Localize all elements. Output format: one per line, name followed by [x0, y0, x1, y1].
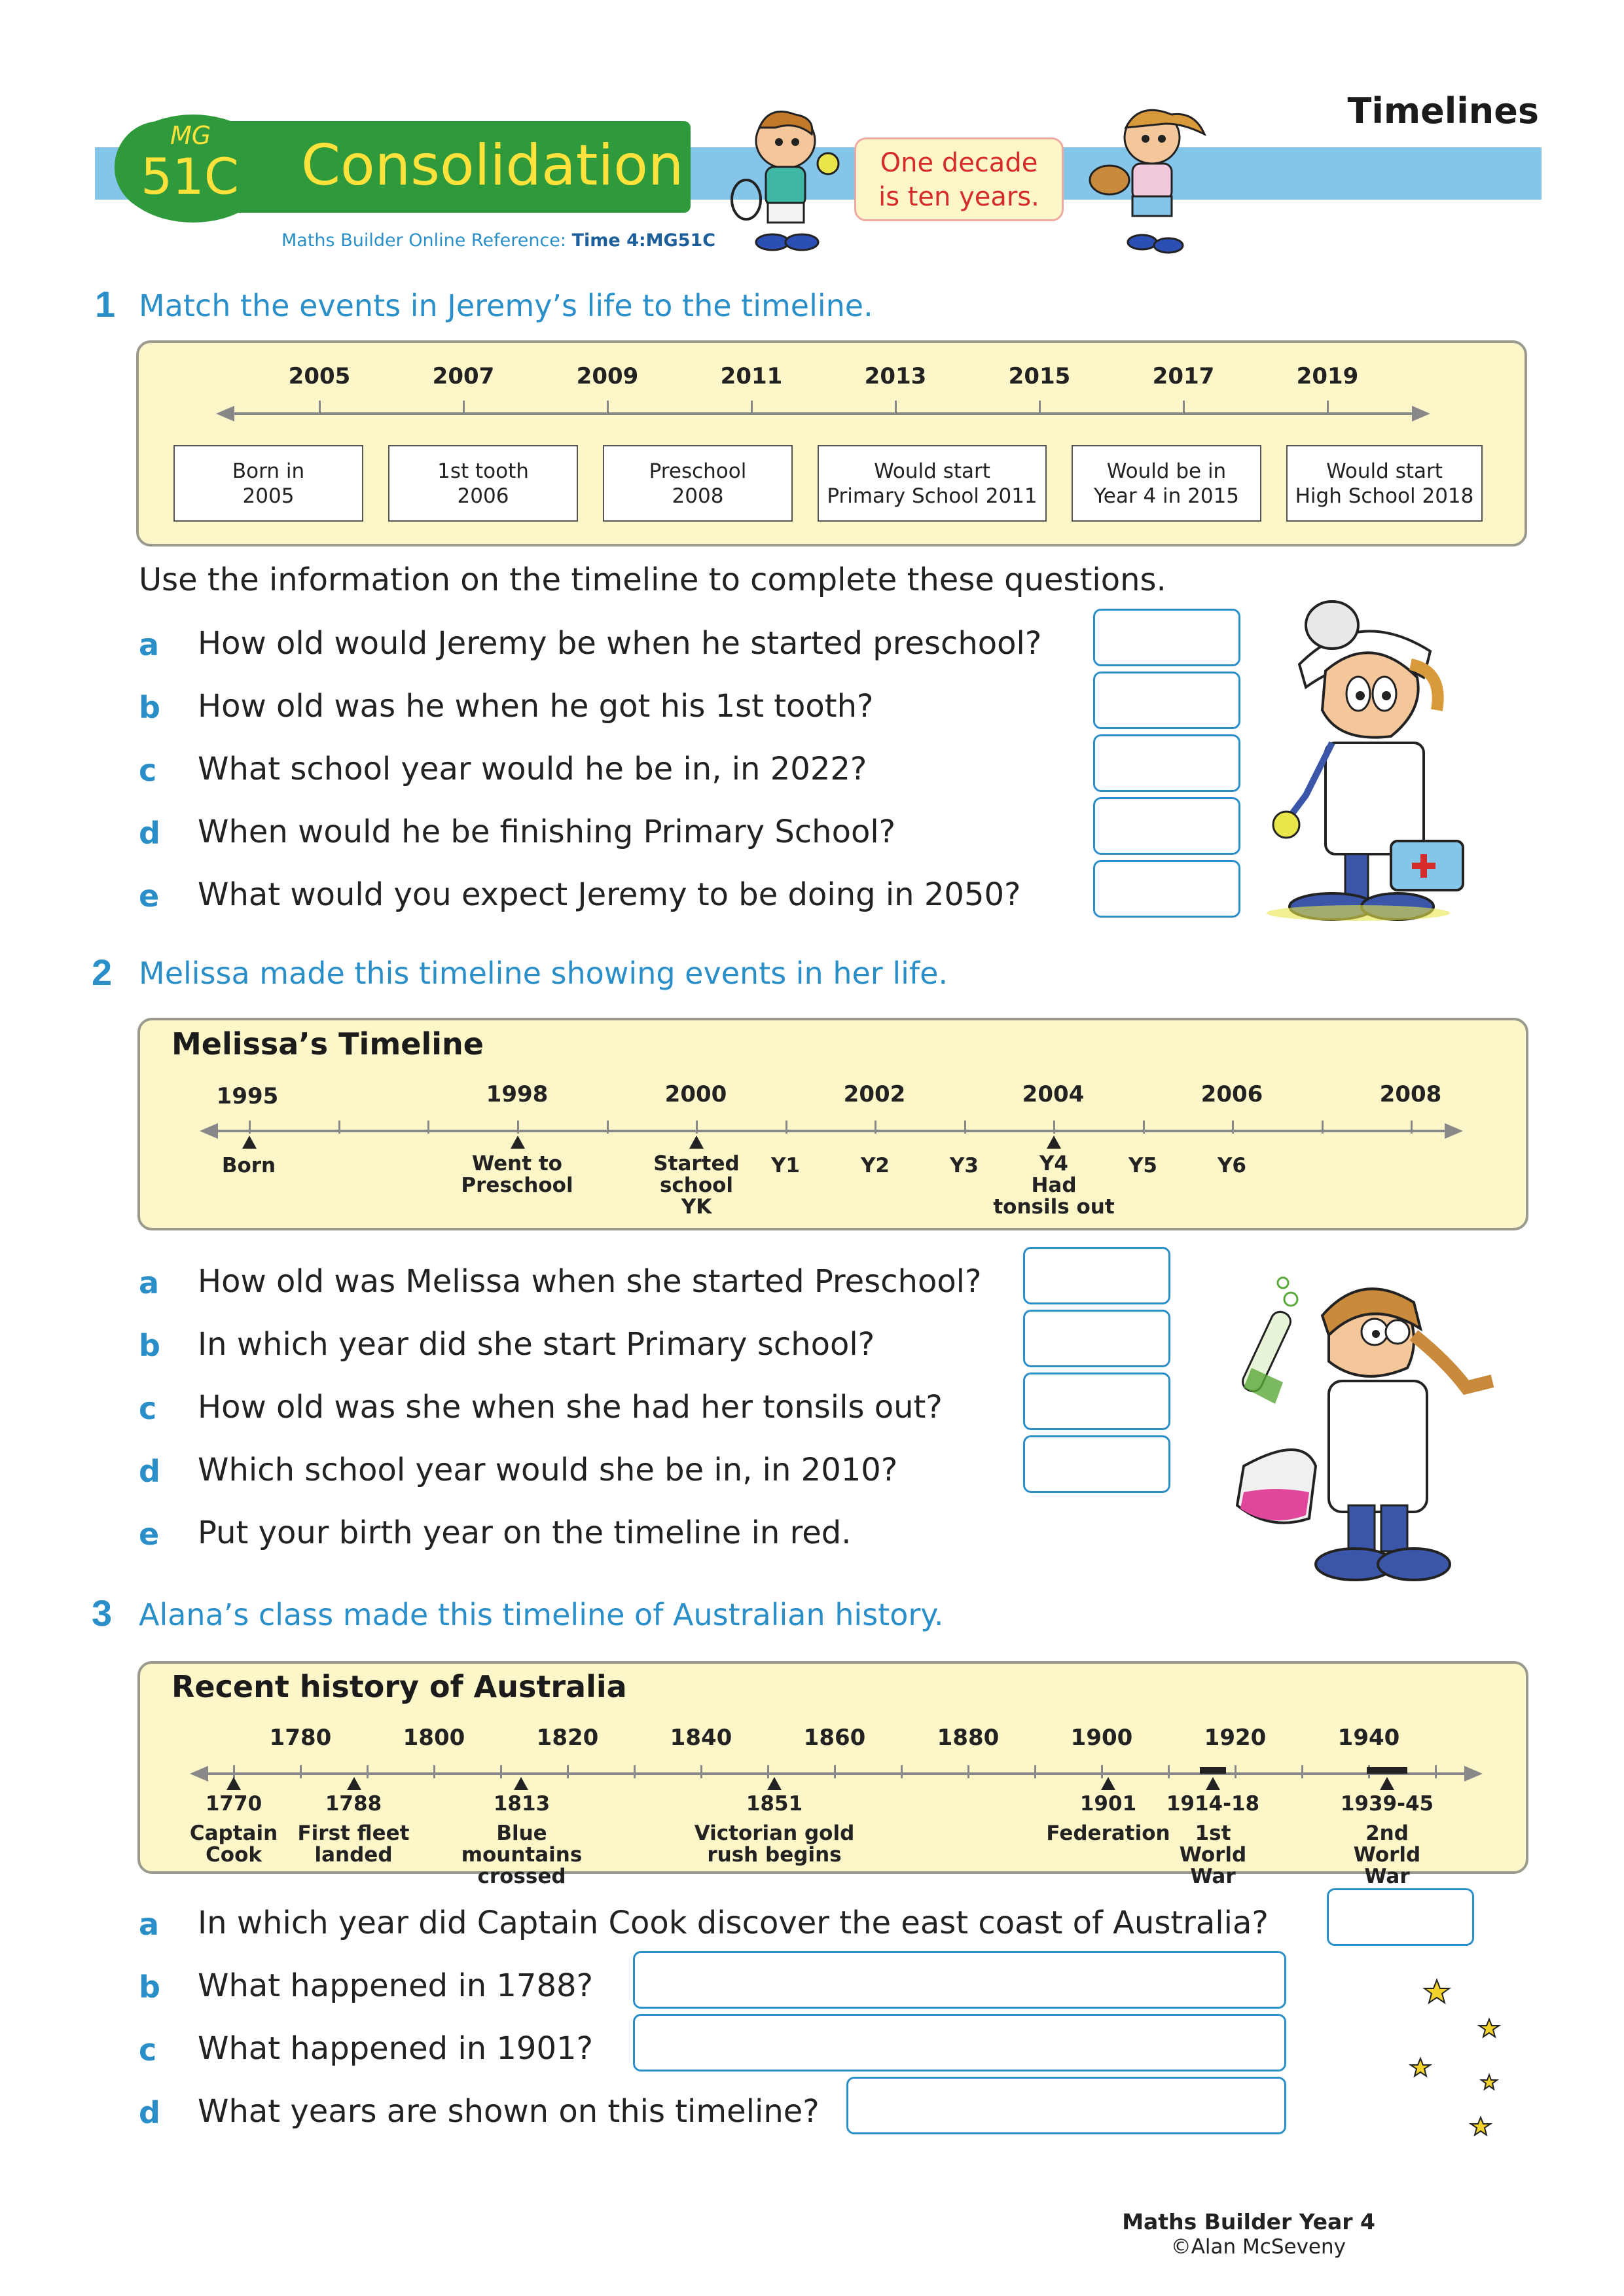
page-topic: Timelines [1347, 90, 1539, 132]
timeline-event [1117, 1155, 1169, 1177]
melissa-timeline-title: Melissa’s Timeline [171, 1026, 484, 1062]
event-card[interactable] [1286, 445, 1483, 522]
event-line: rush begins [707, 1843, 842, 1867]
question-number-2: 2 [92, 952, 113, 993]
part-letter: d [139, 2095, 160, 2130]
decade-speech-bubble [854, 137, 1064, 221]
timeline-tick [1143, 1121, 1145, 1134]
question-text: When would he be finishing Primary School? [198, 814, 896, 850]
answer-box[interactable] [1093, 734, 1240, 792]
answer-box[interactable] [846, 2077, 1286, 2134]
footer-copyright: ©Alan McSeveny [1170, 2235, 1346, 2259]
timeline-year: 1780 [269, 1725, 332, 1751]
timeline-event [644, 1153, 749, 1218]
timeline-tick [338, 1121, 340, 1134]
reference-label: Maths Builder Online Reference: [281, 230, 572, 251]
arrow-left-icon [200, 1122, 219, 1140]
timeline-tick [367, 1765, 369, 1778]
question-text: How old was he when he got his 1st tooth? [198, 688, 874, 725]
timeline-tick [607, 1121, 609, 1134]
answer-box[interactable] [1093, 797, 1240, 855]
event-marker [242, 1136, 257, 1149]
ww1-period-bar [1200, 1767, 1226, 1774]
event-year: 1901 [1079, 1792, 1137, 1816]
timeline-tick [1101, 1765, 1103, 1778]
arrow-right-icon [1443, 1122, 1463, 1140]
part-letter: b [139, 690, 160, 725]
event-line: landed [314, 1843, 393, 1867]
timeline-tick [1034, 1765, 1036, 1778]
timeline-tick [1322, 1121, 1324, 1134]
event-line: Y3 [949, 1154, 979, 1177]
timeline-tick [700, 1765, 702, 1778]
timeline-year: 1940 [1337, 1725, 1400, 1751]
timeline-year: 2017 [1152, 363, 1215, 389]
timeline-year: 1900 [1070, 1725, 1133, 1751]
lesson-code: 51C [141, 147, 239, 206]
history-event [1328, 1793, 1446, 1888]
event-line: World War [1353, 1843, 1421, 1888]
arrow-left-icon [190, 1765, 209, 1783]
event-card-line2: Year 4 in 2015 [1093, 484, 1240, 508]
timeline-tick [964, 1121, 966, 1134]
timeline-tick [249, 1121, 251, 1134]
reference-code: Time 4:MG51C [571, 230, 716, 251]
timeline-event [452, 1153, 583, 1196]
event-card-line1: Would start [874, 459, 990, 483]
event-card-line2: 2008 [672, 484, 724, 508]
timeline-year: 2002 [843, 1081, 906, 1107]
event-line: Cook [206, 1843, 262, 1867]
event-marker [514, 1777, 528, 1790]
part-letter: e [139, 878, 160, 914]
bubble-line-2: is ten years. [878, 182, 1039, 212]
tennis-boy-illustration [730, 101, 841, 252]
timeline-tick [1411, 1121, 1413, 1134]
timeline-tick [1327, 401, 1329, 414]
timeline-tick [233, 1765, 235, 1778]
event-line: YK [681, 1195, 712, 1219]
arrow-right-icon [1463, 1765, 1483, 1783]
event-marker [1047, 1136, 1061, 1149]
timeline-event [849, 1155, 901, 1177]
event-card-line2: Primary School 2011 [827, 484, 1038, 508]
timeline-tick [607, 401, 609, 414]
timeline-tick [1053, 1121, 1055, 1134]
part-letter: c [139, 1391, 157, 1426]
event-line: Y5 [1128, 1154, 1158, 1177]
scientist-girl-illustration [1198, 1270, 1512, 1597]
timeline-year: 2004 [1022, 1081, 1085, 1107]
event-card-line1: Would be in [1106, 459, 1227, 483]
part-letter: c [139, 2032, 157, 2068]
timeline-tick [634, 1765, 636, 1778]
event-card-line2: 2005 [242, 484, 295, 508]
timeline-tick [751, 401, 753, 414]
answer-box[interactable] [1093, 672, 1240, 729]
event-card-line1: Would start [1326, 459, 1443, 483]
question-text: In which year did Captain Cook discover the east coast of Australia? [198, 1905, 1269, 1941]
event-marker [511, 1136, 525, 1149]
timeline-year: 2011 [720, 363, 783, 389]
event-card[interactable] [388, 445, 578, 522]
question-number-3: 3 [92, 1592, 113, 1634]
event-card[interactable] [818, 445, 1047, 522]
online-reference [281, 230, 715, 251]
question-1-heading: Match the events in Jeremy’s life to the timeline. [139, 288, 873, 323]
question-text: Put your birth year on the timeline in red. [198, 1515, 852, 1551]
question-text: How old would Jeremy be when he started preschool? [198, 625, 1042, 662]
australia-timeline-title: Recent history of Australia [171, 1669, 627, 1704]
event-line: Blue mountains [461, 1821, 583, 1867]
answer-box[interactable] [1093, 860, 1240, 918]
timeline-year: 2007 [432, 363, 495, 389]
timeline-year: 1998 [486, 1081, 549, 1107]
part-letter: a [139, 1907, 160, 1942]
event-line: Y6 [1217, 1154, 1247, 1177]
timeline-tick [767, 1765, 769, 1778]
question-3-heading: Alana’s class made this timeline of Australian history. [139, 1597, 944, 1632]
question-text: In which year did she start Primary school? [198, 1326, 875, 1363]
timeline-tick [517, 1121, 519, 1134]
timeline-tick [567, 1765, 569, 1778]
timeline-year: 2019 [1296, 363, 1359, 389]
event-line: Federation [1046, 1821, 1170, 1845]
question-text: What years are shown on this timeline? [198, 2093, 820, 2130]
timeline-tick [967, 1765, 969, 1778]
timeline-year: 2013 [864, 363, 927, 389]
history-event [433, 1793, 610, 1888]
timeline-tick [1435, 1765, 1437, 1778]
doctor-boy-illustration [1260, 579, 1502, 926]
timeline-event [1206, 1155, 1258, 1177]
event-year: 1813 [493, 1792, 550, 1816]
event-line: school [659, 1174, 734, 1197]
question-text: What school year would he be in, in 2022? [198, 751, 867, 787]
part-letter: d [139, 816, 160, 851]
arrow-right-icon [1411, 404, 1430, 423]
history-event [181, 1793, 286, 1866]
event-card-line1: Preschool [649, 459, 747, 483]
event-year: 1788 [325, 1792, 382, 1816]
event-year: 1851 [746, 1792, 803, 1816]
timeline-year: 1820 [536, 1725, 599, 1751]
event-marker [1380, 1777, 1394, 1790]
jeremy-timeline-axis [219, 412, 1424, 415]
event-card[interactable] [603, 445, 793, 522]
answer-box[interactable] [1327, 1888, 1474, 1946]
history-event [1154, 1793, 1272, 1888]
timeline-event [196, 1155, 301, 1177]
timeline-year: 2006 [1200, 1081, 1263, 1107]
timeline-tick [463, 401, 465, 414]
event-line: 1st [1195, 1821, 1231, 1845]
timeline-tick [1232, 1121, 1234, 1134]
timeline-tick [1301, 1765, 1303, 1778]
timeline-tick [319, 401, 321, 414]
part-letter: e [139, 1516, 160, 1552]
part-letter: a [139, 627, 160, 662]
timeline-year: 2005 [288, 363, 351, 389]
question-text: What happened in 1788? [198, 1967, 594, 2004]
part-letter: c [139, 753, 157, 788]
event-card-line2: High School 2018 [1295, 484, 1474, 508]
timeline-tick [875, 1121, 876, 1134]
event-line: Went to [472, 1152, 562, 1175]
answer-box[interactable] [1023, 1247, 1170, 1304]
timeline-year: 2008 [1379, 1081, 1442, 1107]
answer-box[interactable] [633, 2014, 1286, 2072]
event-card-line1: 1st tooth [437, 459, 529, 483]
timeline-tick [1235, 1765, 1236, 1778]
question-2-heading: Melissa made this timeline showing events in her life. [139, 956, 948, 991]
event-card-line1: Born in [232, 459, 305, 483]
question-text: What would you expect Jeremy to be doing in 2050? [198, 876, 1021, 913]
event-line: Y1 [770, 1154, 801, 1177]
event-year: 1914-18 [1166, 1792, 1260, 1816]
question-text: What happened in 1901? [198, 2030, 594, 2067]
timeline-tick [433, 1765, 435, 1778]
event-marker [347, 1777, 361, 1790]
bubble-line-1: One decade [880, 148, 1038, 178]
event-year: 1770 [205, 1792, 262, 1816]
event-line: Born [221, 1154, 276, 1177]
answer-box[interactable] [1093, 609, 1240, 666]
answer-box[interactable] [1023, 1435, 1170, 1493]
timeline-tick [696, 1121, 698, 1134]
event-year: 1939-45 [1340, 1792, 1434, 1816]
star-icon [1407, 1970, 1506, 2153]
event-marker [226, 1777, 241, 1790]
timeline-tick [1039, 401, 1041, 414]
part-letter: a [139, 1265, 160, 1300]
event-marker [767, 1777, 782, 1790]
event-line: Preschool [461, 1174, 573, 1197]
question-number-1: 1 [95, 283, 116, 325]
answer-box[interactable] [1023, 1372, 1170, 1430]
timeline-tick [1168, 1765, 1170, 1778]
answer-box[interactable] [633, 1951, 1286, 2009]
event-line: Had [1031, 1174, 1077, 1197]
timeline-tick [300, 1765, 302, 1778]
event-card[interactable] [1072, 445, 1261, 522]
history-event [689, 1793, 859, 1866]
consolidation-badge [115, 121, 691, 213]
timeline-year: 2000 [664, 1081, 727, 1107]
event-line: Victorian gold [694, 1821, 855, 1845]
part-letter: b [139, 1969, 160, 2005]
timeline-tick [901, 1765, 903, 1778]
timeline-year: 2009 [576, 363, 639, 389]
timeline-year: 1860 [803, 1725, 866, 1751]
event-card-line2: 2006 [457, 484, 509, 508]
timeline-year: 1920 [1204, 1725, 1267, 1751]
event-line: Y2 [860, 1154, 890, 1177]
timeline-tick [895, 401, 897, 414]
page-title: Consolidation [301, 133, 684, 198]
softball-girl-illustration [1080, 98, 1224, 255]
timeline-tick [427, 1121, 429, 1134]
timeline-tick [1183, 401, 1185, 414]
code-prefix: MG [170, 121, 211, 150]
timeline-tick [785, 1121, 787, 1134]
event-line: 2nd [1365, 1821, 1409, 1845]
arrow-left-icon [216, 404, 236, 423]
event-line: First fleet [297, 1821, 410, 1845]
timeline-tick [834, 1765, 836, 1778]
question-1-intro: Use the information on the timeline to complete these questions. [139, 562, 1166, 598]
event-marker [1101, 1777, 1115, 1790]
timeline-tick [500, 1765, 502, 1778]
australia-timeline-axis [196, 1772, 1470, 1775]
timeline-year: 2015 [1008, 363, 1071, 389]
event-marker [1206, 1777, 1220, 1790]
event-line: Started [653, 1152, 740, 1175]
timeline-event [759, 1155, 812, 1177]
question-text: How old was she when she had her tonsils out? [198, 1389, 943, 1426]
timeline-year: 1880 [937, 1725, 1000, 1751]
event-line: Y4 [1039, 1152, 1069, 1175]
part-letter: d [139, 1454, 160, 1489]
timeline-event [982, 1153, 1126, 1218]
question-text: Which school year would she be in, in 2010? [198, 1452, 898, 1488]
event-card[interactable] [173, 445, 363, 522]
answer-box[interactable] [1023, 1310, 1170, 1367]
footer-book-title: Maths Builder Year 4 [1122, 2209, 1375, 2234]
question-text: How old was Melissa when she started Preschool? [198, 1263, 982, 1300]
timeline-year: 1840 [670, 1725, 732, 1751]
timeline-year: 1800 [403, 1725, 465, 1751]
event-line: tonsils out [993, 1195, 1115, 1219]
event-marker [689, 1136, 704, 1149]
part-letter: b [139, 1328, 160, 1363]
timeline-year: 1995 [216, 1083, 279, 1109]
ww2-period-bar [1367, 1767, 1407, 1774]
event-line: World War [1179, 1843, 1247, 1888]
history-event [295, 1793, 412, 1866]
event-line: Captain [189, 1821, 278, 1845]
melissa-timeline-axis [206, 1130, 1450, 1132]
event-line: crossed [477, 1865, 566, 1888]
